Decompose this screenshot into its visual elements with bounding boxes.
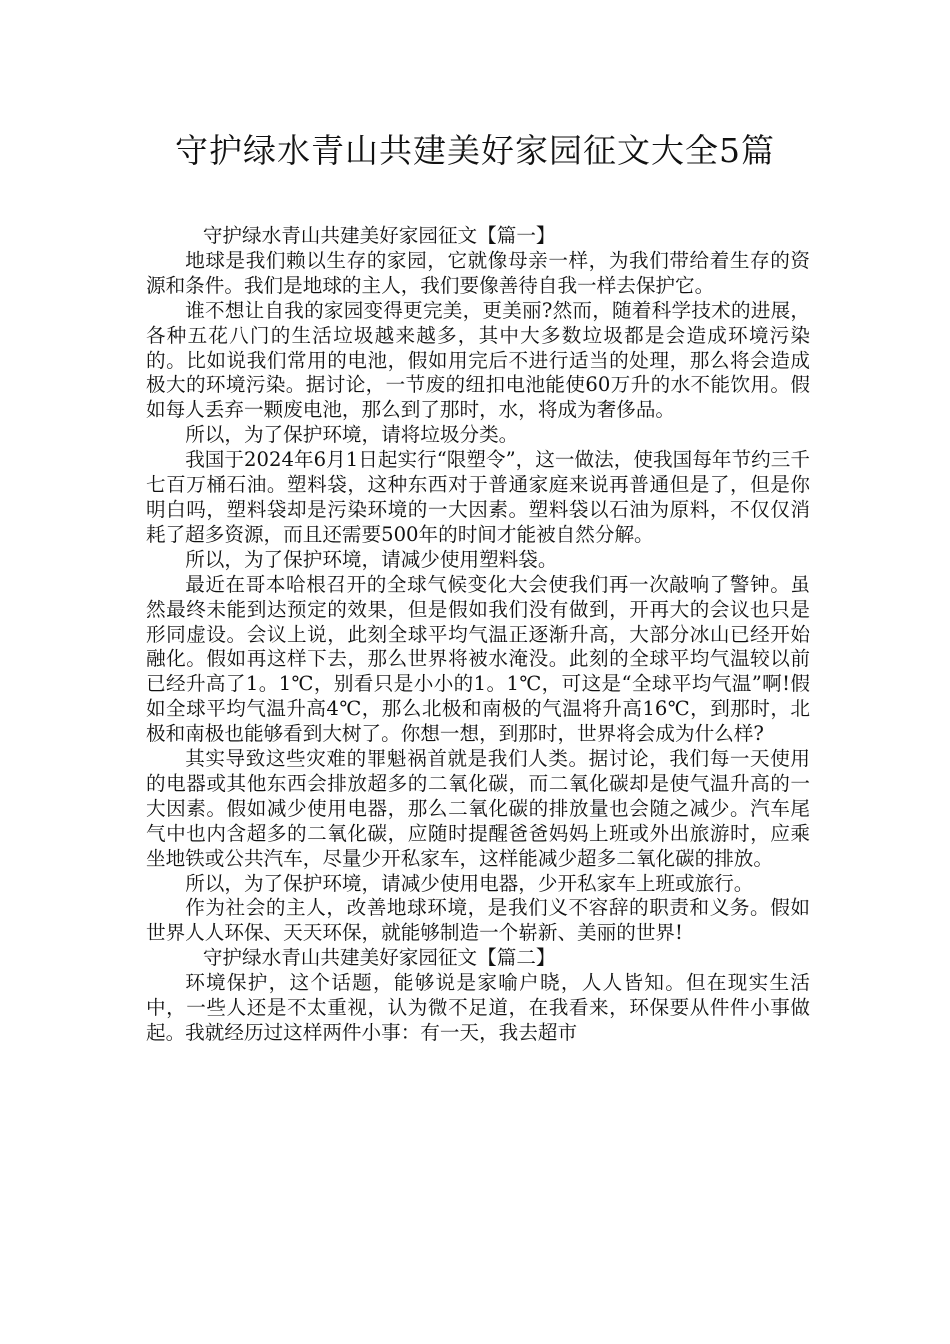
body-paragraph: 环境保护，这个话题，能够说是家喻户晓，人人皆知。但在现实生活中，一些人还是不太重视，认为微不足道，在我看来，环保要从件件小事做起。我就经历过这样两件小事：有一天，我去超市: [146, 971, 810, 1044]
body-paragraph: 其实导致这些灾难的罪魁祸首就是我们人类。据讨论，我们每一天使用的电器或其他东西会排放超多的二氧化碳，而二氧化碳却是使气温升高的一大因素。假如减少使用电器，那么二氧化碳的排放量也会随之减少。汽车尾气中也内含超多的二氧化碳，应随时提醒爸爸妈妈上班或外出旅游时，应乘坐地铁或公共汽车，尽量少开私家车，这样能减少超多二氧化碳的排放。: [146, 747, 810, 870]
body-paragraph: 所以，为了保护环境，请将垃圾分类。: [185, 423, 519, 447]
body-paragraph: 地球是我们赖以生存的家园，它就像母亲一样，为我们带给着生存的资源和条件。我们是地球的主人，我们要像善待自我一样去保护它。: [146, 248, 810, 297]
body-paragraph: 所以，为了保护环境，请减少使用塑料袋。: [185, 547, 558, 571]
document-body: [146, 224, 810, 1046]
document-title: 守护绿水青山共建美好家园征文大全5篇: [175, 131, 775, 170]
body-paragraph: 我国于2024年6月1日起实行“限塑令”，这一做法，使我国每年节约三千七百万桶石油。塑料袋，这种东西对于普通家庭来说再普通但是了，但是你明白吗，塑料袋却是污染环境的一大因素。塑料袋以石油为原料，不仅仅消耗了超多资源，而且还需要500年的时间才能被自然分解。: [146, 448, 810, 546]
body-paragraph: 所以，为了保护环境，请减少使用电器，少开私家车上班或旅行。: [185, 871, 754, 895]
body-paragraph: 谁不想让自我的家园变得更完美，更美丽?然而，随着科学技术的进展，各种五花八门的生活垃圾越来越多，其中大多数垃圾都是会造成环境污染的。比如说我们常用的电池，假如用完后不进行适当的处理，那么将会造成极大的环境污染。据讨论，一节废的纽扣电池能使60万升的水不能饮用。假如每人丢弃一颗废电池，那么到了那时，水，将成为奢侈品。: [146, 298, 810, 422]
section-heading-1: 守护绿水青山共建美好家园征文【篇一】: [202, 224, 556, 247]
body-paragraph: 作为社会的主人，改善地球环境，是我们义不容辞的职责和义务。假如世界人人环保、天天环保，就能够制造一个崭新、美丽的世界!: [146, 896, 810, 945]
body-paragraph: 最近在哥本哈根召开的全球气候变化大会使我们再一次敲响了警钟。虽然最终未能到达预定的效果，但是假如我们没有做到，开再大的会议也只是形同虚设。会议上说，此刻全球平均气温正逐渐升高，大部分冰山已经开始融化。假如再这样下去，那么世界将被水淹没。此刻的全球平均气温较以前已经升高了1。1℃，别看只是小小的1。1℃，可这是“全球平均气温”啊!假如全球平均气温升高4℃，那么北极和南极的气温将升高16℃，到那时，北极和南极也能够看到大树了。你想一想，到那时，世界将会成为什么样?: [146, 572, 810, 746]
section-heading-2: 守护绿水青山共建美好家园征文【篇二】: [202, 946, 556, 970]
